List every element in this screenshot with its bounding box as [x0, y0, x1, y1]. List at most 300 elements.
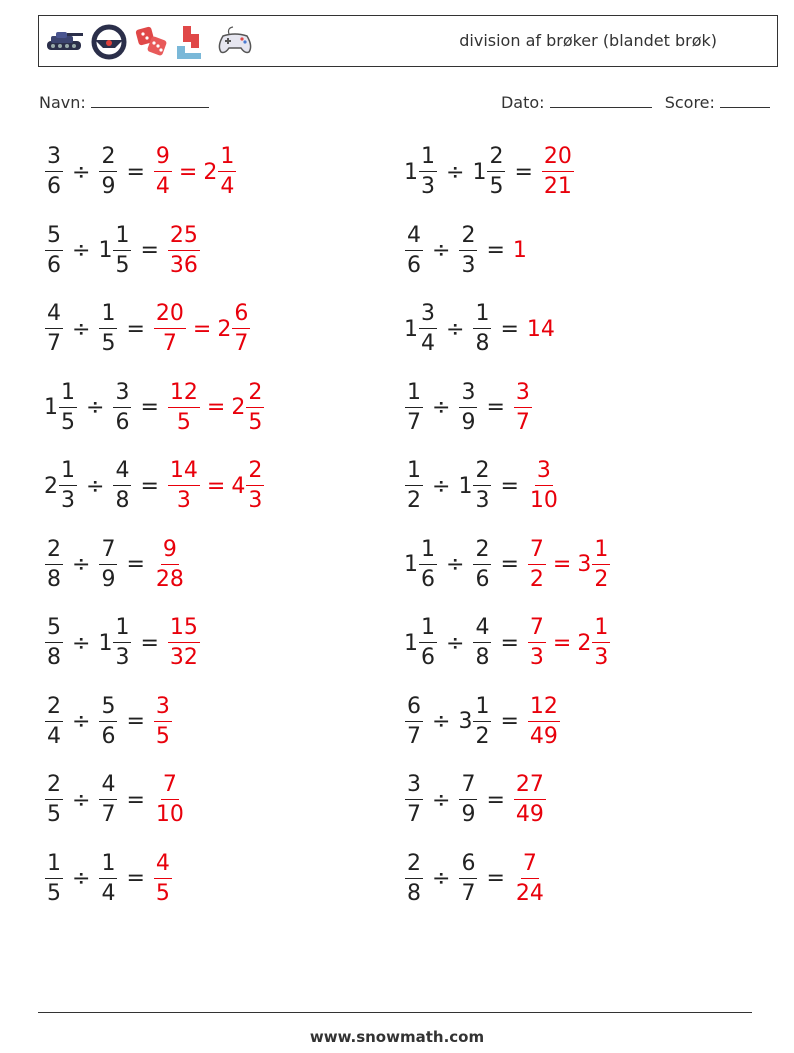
fraction: [99, 536, 117, 592]
divide-sign: ÷: [72, 709, 91, 734]
operand-b: [458, 222, 478, 278]
denominator: 2: [529, 566, 544, 592]
numerator: 1: [59, 382, 77, 408]
numerator: 4: [113, 460, 131, 486]
answer-mixed: [577, 617, 611, 669]
integer-value: 14: [526, 316, 555, 342]
operand-a: [44, 617, 64, 669]
answer: [153, 774, 187, 826]
fraction: [45, 303, 63, 355]
operand-b: [98, 693, 118, 749]
operand-a: [404, 850, 424, 906]
equals-sign: =: [500, 552, 519, 577]
denominator: 6: [115, 409, 130, 435]
answer: [513, 238, 527, 263]
numerator: 2: [459, 225, 477, 251]
numerator: 4: [473, 617, 491, 643]
operand-b: [458, 850, 478, 906]
operand-b: [472, 146, 506, 198]
divide-sign: ÷: [432, 238, 451, 263]
numerator: 1: [45, 853, 63, 879]
problem-item: [404, 456, 561, 516]
numerator: 2: [473, 460, 491, 486]
numerator: 1: [405, 460, 423, 486]
denominator: 5: [176, 409, 191, 435]
fraction: [113, 379, 131, 435]
problem-item: [44, 299, 251, 359]
fraction: [542, 146, 574, 198]
fraction: [113, 617, 131, 669]
operand-a: [44, 460, 78, 512]
tank-icon: [43, 27, 85, 57]
problem-item: [404, 221, 527, 281]
fraction: [528, 460, 560, 512]
problem-item: [44, 378, 265, 438]
divide-sign: ÷: [446, 159, 465, 185]
operand-b: [472, 536, 492, 592]
numerator: 7: [528, 539, 546, 565]
denominator: 4: [101, 880, 116, 906]
numerator: 7: [528, 617, 546, 643]
fraction: [99, 774, 117, 826]
numerator: 5: [45, 225, 63, 251]
whole-part: 1: [98, 630, 113, 656]
problem-item: [404, 535, 611, 595]
denominator: 8: [47, 645, 61, 670]
problem-item: [44, 456, 265, 516]
fraction: [99, 850, 117, 906]
numerator: 3: [514, 382, 532, 408]
numerator: 4: [405, 225, 423, 251]
denominator: 7: [515, 409, 530, 435]
operand-b: [98, 146, 118, 198]
fraction: [113, 222, 131, 278]
numerator: 9: [154, 146, 172, 172]
fraction: [45, 617, 63, 669]
numerator: 6: [232, 303, 250, 329]
numerator: 2: [405, 853, 423, 879]
denominator: 36: [169, 252, 198, 278]
divide-sign: ÷: [432, 709, 451, 734]
fraction: [45, 774, 63, 826]
denominator: 3: [248, 488, 263, 513]
numerator: 20: [154, 303, 186, 329]
fraction: [473, 693, 491, 749]
whole-part: 1: [458, 473, 473, 499]
numerator: 1: [419, 617, 437, 643]
numerator: 3: [459, 382, 477, 408]
fraction: [473, 303, 491, 355]
numerator: 12: [528, 696, 560, 722]
operand-a: [44, 146, 64, 198]
denominator: 10: [529, 488, 558, 513]
denominator: 6: [101, 723, 116, 749]
answer-mixed: [231, 379, 265, 435]
answer: [153, 146, 173, 198]
fraction: [459, 222, 477, 278]
tetris-blocks-icon: [175, 24, 209, 60]
equals-sign: =: [500, 473, 519, 499]
fraction: [168, 617, 200, 669]
problem-item: [44, 535, 187, 595]
whole-part: 2: [44, 473, 58, 499]
equals-sign: =: [486, 395, 505, 420]
problem-item: [404, 692, 561, 752]
numerator: 4: [99, 774, 117, 800]
operand-a: [44, 693, 64, 749]
divide-sign: ÷: [72, 552, 91, 577]
fraction: [246, 379, 264, 435]
answer-mixed: [577, 536, 611, 592]
answer-equals-sign: =: [192, 316, 212, 342]
integer-value: 1: [512, 238, 527, 263]
denominator: 8: [475, 645, 490, 670]
fraction: [154, 146, 172, 198]
denominator: 6: [421, 566, 435, 592]
problem-item: [44, 770, 187, 830]
operand-a: [44, 774, 64, 826]
equals-sign: =: [486, 238, 505, 263]
fraction: [459, 379, 477, 435]
fraction: [45, 850, 63, 906]
divide-sign: ÷: [432, 395, 451, 420]
numerator: 2: [487, 146, 505, 172]
denominator: 4: [220, 174, 235, 199]
operand-b: [98, 617, 132, 669]
divide-sign: ÷: [72, 787, 91, 813]
denominator: 8: [115, 488, 130, 513]
fraction: [168, 379, 200, 435]
denominator: 28: [155, 566, 184, 592]
answer: [527, 460, 561, 512]
whole-part: 3: [577, 552, 592, 577]
fraction: [168, 460, 200, 512]
whole-part: 1: [404, 316, 418, 342]
whole-part: 1: [98, 238, 113, 263]
denominator: 7: [407, 802, 421, 827]
equals-sign: =: [126, 159, 145, 185]
answer: [541, 146, 575, 198]
numerator: 2: [99, 146, 117, 172]
fraction: [405, 222, 423, 278]
fraction: [419, 303, 437, 355]
numerator: 2: [246, 460, 264, 486]
header-box: [38, 15, 778, 67]
numerator: 2: [473, 539, 491, 565]
numerator: 12: [168, 382, 200, 408]
fraction: [168, 222, 200, 278]
fraction: [154, 536, 186, 592]
answer: [153, 536, 187, 592]
numerator: 5: [45, 617, 63, 643]
numerator: 15: [168, 617, 200, 643]
fraction: [405, 850, 423, 906]
fraction: [99, 693, 117, 749]
date-blank[interactable]: [550, 93, 652, 108]
numerator: 2: [45, 539, 63, 565]
denominator: 10: [155, 802, 184, 827]
whole-part: 2: [577, 630, 592, 656]
numerator: 1: [419, 146, 437, 172]
operand-a: [404, 693, 424, 749]
denominator: 7: [101, 802, 116, 827]
numerator: 7: [99, 539, 117, 565]
fraction: [405, 379, 423, 435]
denominator: 9: [101, 566, 116, 592]
denominator: 8: [407, 880, 421, 906]
divide-sign: ÷: [432, 866, 451, 891]
operand-a: [404, 536, 438, 592]
denominator: 3: [461, 252, 476, 278]
answer: [527, 536, 547, 592]
denominator: 4: [47, 723, 61, 749]
denominator: 49: [529, 723, 558, 749]
equals-sign: =: [126, 709, 145, 734]
denominator: 2: [407, 488, 421, 513]
whole-part: 4: [231, 473, 246, 499]
problem-item: [44, 142, 237, 202]
operand-a: [44, 303, 64, 355]
numerator: 3: [419, 303, 437, 329]
problem-item: [44, 613, 201, 673]
denominator: 5: [489, 174, 504, 199]
numerator: 1: [473, 303, 491, 329]
fraction: [246, 460, 264, 512]
numerator: 20: [542, 146, 574, 172]
answer: [153, 303, 187, 355]
equals-sign: =: [500, 630, 519, 656]
numerator: 1: [592, 539, 610, 565]
fraction: [99, 303, 117, 355]
equals-sign: =: [126, 316, 145, 342]
numerator: 6: [405, 696, 423, 722]
divide-sign: ÷: [432, 787, 451, 813]
whole-part: 1: [472, 159, 487, 185]
whole-part: 2: [217, 316, 232, 342]
whole-part: 1: [404, 630, 418, 656]
answer: [513, 379, 533, 435]
denominator: 49: [515, 802, 544, 827]
equals-sign: =: [126, 787, 145, 813]
fraction: [45, 222, 63, 278]
operand-b: [458, 693, 492, 749]
denominator: 3: [475, 488, 490, 513]
footer-url: www.snowmath.com: [309, 1028, 485, 1046]
equals-sign: =: [486, 866, 505, 891]
denominator: 7: [162, 331, 177, 356]
numerator: 2: [246, 382, 264, 408]
numerator: 1: [99, 303, 117, 329]
numerator: 3: [154, 696, 172, 722]
answer: [167, 379, 201, 435]
problem-item: [404, 849, 547, 909]
numerator: 1: [473, 696, 491, 722]
numerator: 25: [168, 225, 200, 251]
operand-a: [44, 379, 78, 435]
date-label: Dato:: [500, 93, 545, 112]
numerator: 4: [154, 853, 172, 879]
fraction: [59, 379, 77, 435]
fraction: [419, 536, 437, 592]
divide-sign: ÷: [432, 473, 451, 499]
problem-item: [44, 849, 173, 909]
problem-item: [44, 221, 201, 281]
equals-sign: =: [500, 709, 519, 734]
numerator: 2: [45, 774, 63, 800]
equals-sign: =: [500, 316, 519, 342]
numerator: 1: [59, 460, 77, 486]
date-score-field: [501, 93, 770, 112]
numerator: 7: [521, 853, 539, 879]
numerator: 3: [535, 460, 553, 486]
fraction: [473, 460, 491, 512]
operand-b: [98, 774, 118, 826]
fraction: [487, 146, 505, 198]
score-blank[interactable]: [720, 93, 770, 108]
divide-sign: ÷: [86, 473, 105, 499]
denominator: 7: [47, 331, 61, 356]
fraction: [154, 850, 172, 906]
denominator: 6: [47, 252, 61, 278]
divide-sign: ÷: [446, 552, 465, 577]
operand-a: [404, 303, 438, 355]
denominator: 5: [47, 880, 61, 906]
fraction: [154, 774, 186, 826]
problem-item: [404, 378, 533, 438]
name-blank[interactable]: [91, 93, 209, 108]
fraction: [232, 303, 250, 355]
fraction: [45, 146, 63, 198]
answer-mixed: [231, 460, 265, 512]
problem-item: [404, 613, 611, 673]
operand-b: [112, 460, 132, 512]
answer-equals-sign: =: [552, 630, 572, 656]
fraction: [514, 379, 532, 435]
denominator: 5: [248, 409, 263, 435]
numerator: 27: [514, 774, 546, 800]
divide-sign: ÷: [72, 866, 91, 891]
name-field: [39, 93, 209, 112]
denominator: 5: [155, 723, 170, 749]
numerator: 3: [45, 146, 63, 172]
answer: [167, 222, 201, 278]
fraction: [218, 146, 236, 198]
denominator: 3: [176, 488, 191, 513]
fraction: [45, 693, 63, 749]
fraction: [514, 850, 546, 906]
operand-b: [458, 379, 478, 435]
numerator: 2: [45, 696, 63, 722]
numerator: 7: [161, 774, 179, 800]
operand-b: [458, 460, 492, 512]
problem-item: [404, 142, 575, 202]
equals-sign: =: [140, 395, 159, 420]
operand-b: [98, 303, 118, 355]
divide-sign: ÷: [446, 630, 465, 656]
numerator: 7: [459, 774, 477, 800]
denominator: 5: [101, 331, 116, 356]
fraction: [592, 536, 610, 592]
fraction: [405, 774, 423, 826]
fraction: [473, 617, 491, 669]
whole-part: 1: [404, 552, 418, 577]
denominator: 6: [421, 645, 435, 670]
denominator: 8: [475, 331, 490, 356]
denominator: 5: [115, 252, 130, 278]
denominator: 4: [155, 174, 170, 199]
numerator: 9: [161, 539, 179, 565]
fraction: [528, 693, 560, 749]
fraction: [405, 460, 423, 512]
answer: [513, 774, 547, 826]
fraction: [154, 303, 186, 355]
answer: [527, 617, 547, 669]
fraction: [528, 617, 546, 669]
fraction: [514, 774, 546, 826]
divide-sign: ÷: [72, 630, 91, 656]
icon-strip: [43, 22, 255, 62]
denominator: 6: [475, 566, 490, 592]
answer: [153, 693, 173, 749]
operand-a: [404, 222, 424, 278]
denominator: 2: [475, 723, 490, 749]
denominator: 21: [543, 174, 572, 199]
denominator: 7: [407, 409, 421, 435]
answer: [513, 850, 547, 906]
fraction: [419, 617, 437, 669]
fraction: [459, 850, 477, 906]
gamepad-icon: [215, 24, 255, 60]
divide-sign: ÷: [72, 159, 91, 185]
numerator: 1: [218, 146, 236, 172]
numerator: 3: [405, 774, 423, 800]
denominator: 3: [594, 645, 609, 670]
operand-a: [404, 146, 438, 198]
denominator: 24: [515, 880, 544, 906]
denominator: 7: [407, 723, 421, 749]
fraction: [528, 536, 546, 592]
operand-a: [44, 222, 64, 278]
denominator: 3: [529, 645, 544, 670]
operand-b: [98, 850, 118, 906]
operand-a: [404, 379, 424, 435]
operand-b: [112, 379, 132, 435]
fraction: [154, 693, 172, 749]
fraction: [99, 146, 117, 198]
operand-a: [404, 774, 424, 826]
denominator: 6: [407, 252, 421, 278]
equals-sign: =: [126, 552, 145, 577]
fraction: [405, 693, 423, 749]
equals-sign: =: [140, 473, 159, 499]
denominator: 5: [61, 409, 75, 435]
numerator: 5: [99, 696, 117, 722]
answer: [527, 693, 561, 749]
whole-part: 2: [203, 159, 218, 185]
whole-part: 1: [44, 395, 58, 420]
problem-item: [404, 299, 555, 359]
answer: [527, 317, 555, 342]
denominator: 32: [169, 645, 198, 670]
answer: [167, 460, 201, 512]
denominator: 5: [155, 880, 170, 906]
worksheet-title: division af brøker (blandet brøk): [459, 31, 717, 50]
equals-sign: =: [140, 630, 159, 656]
fraction: [419, 146, 437, 198]
denominator: 7: [461, 880, 476, 906]
fraction: [113, 460, 131, 512]
divide-sign: ÷: [86, 395, 105, 420]
